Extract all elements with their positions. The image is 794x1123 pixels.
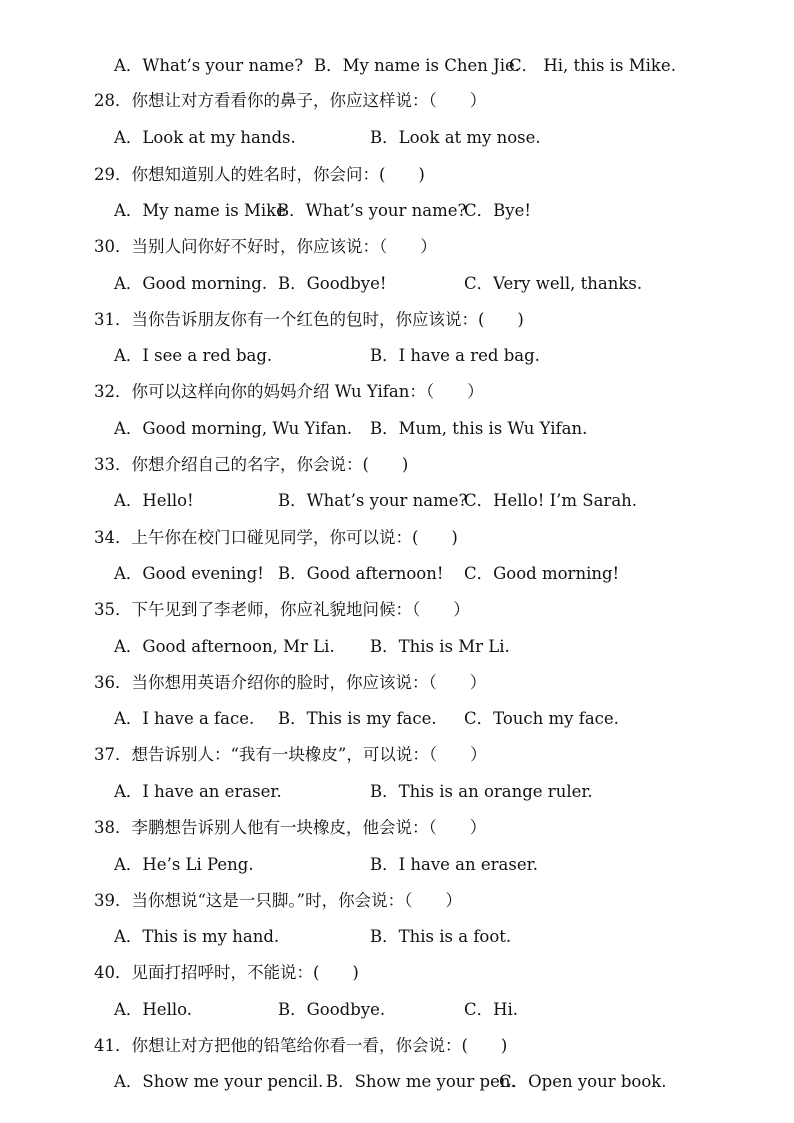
question-number: 36． [94,673,132,692]
question-text: 当你想说“这是一只脚。”时，你会说：（ ） [131,891,462,910]
question-number: 30． [94,237,132,256]
option-b: B．This is Mr Li. [370,637,510,656]
question-41 [94,1036,507,1056]
question-number: 32． [94,382,132,401]
option-c: C． Hi, this is Mike. [509,56,676,75]
question-text: 你想让对方看看你的鼻子，你应这样说：（ ） [131,91,487,110]
option-b: B．Look at my nose. [370,128,541,147]
question-37 [94,745,487,765]
question-31 [94,310,524,330]
option-c: C．Bye! [464,201,531,220]
question-40 [94,963,359,983]
question-text: 你想让对方把他的铅笔给你看一看，你会说：( ) [131,1036,508,1055]
option-c: C．Open your book. [499,1072,667,1091]
option-b: B．Good afternoon! [278,564,444,583]
question-38 [94,818,486,838]
question-number: 28． [94,91,132,110]
option-c: C．Hello! I’m Sarah. [464,491,638,510]
option-c: C．Good morning! [464,564,620,583]
question-number: 35． [94,600,132,619]
question-34 [94,528,458,548]
question-text: 当你告诉朋友你有一个红色的包时，你应该说：( ) [131,310,524,329]
question-text: 你想知道别人的姓名时，你会问：( ) [131,165,425,184]
option-a: A．I have a face. [114,709,255,728]
option-a: A．Good afternoon, Mr Li. [114,637,335,656]
question-number: 40． [94,963,132,982]
question-36 [94,673,486,693]
option-c: C．Touch my face. [464,709,619,728]
option-b: B．My name is Chen Jie. [314,56,520,75]
option-a: A．He’s Li Peng. [114,855,254,874]
question-number: 29． [94,165,132,184]
question-number: 33． [94,455,132,474]
question-number: 34． [94,528,132,547]
question-text: 见面打招呼时，不能说：( ) [131,963,359,982]
option-a: A．Hello. [114,1000,193,1019]
option-b: B．What’s your name? [277,201,467,220]
question-text: 当别人问你好不好时，你应该说：（ ） [131,237,437,256]
option-b: B．I have a red bag. [370,346,540,365]
question-28 [94,91,486,111]
option-a: A．Show me your pencil. [114,1072,324,1091]
option-b: B．I have an eraser. [370,855,538,874]
question-35 [94,600,470,620]
question-text: 想告诉别人：“我有一块橡皮”，可以说：（ ） [131,745,487,764]
option-b: B．Goodbye. [278,1000,386,1019]
question-29 [94,165,425,185]
option-b: B．Show me your pen. [326,1072,516,1091]
option-a: A．This is my hand. [114,927,280,946]
option-c: C．Very well, thanks. [464,274,643,293]
question-32 [94,382,484,402]
option-b: B．This is an orange ruler. [370,782,593,801]
option-a: A．Good morning. [114,274,268,293]
question-39 [94,891,462,911]
question-text: 你想介绍自己的名字，你会说：( ) [131,455,409,474]
question-number: 39． [94,891,132,910]
option-a: A．What’s your name? [114,56,304,75]
question-number: 31． [94,310,132,329]
option-b: B．Mum, this is Wu Yifan. [370,419,588,438]
question-number: 38． [94,818,132,837]
question-text: 当你想用英语介绍你的脸时，你应该说：（ ） [131,673,487,692]
question-text: 上午你在校门口碰见同学，你可以说：( ) [131,528,458,547]
option-a: A．Look at my hands. [114,128,296,147]
option-c: C．Hi. [464,1000,519,1019]
question-text: 你可以这样向你的妈妈介绍 Wu Yifan：（ ） [131,382,484,401]
option-b: B．This is a foot. [370,927,512,946]
option-b: B．What’s your name? [278,491,468,510]
option-a: A．I have an eraser. [114,782,282,801]
question-number: 37． [94,745,132,764]
option-a: A．I see a red bag. [114,346,273,365]
question-number: 41． [94,1036,132,1055]
option-b: B．Goodbye! [278,274,387,293]
option-b: B．This is my face. [278,709,437,728]
option-a: A．Good evening! [114,564,264,583]
question-text: 李鹏想告诉别人他有一块橡皮，他会说：（ ） [131,818,487,837]
option-a: A．Good morning, Wu Yifan. [114,419,353,438]
question-30 [94,237,437,257]
option-a: A．My name is Mike [114,201,286,220]
question-33 [94,455,408,475]
option-a: A．Hello! [114,491,194,510]
question-text: 下午见到了李老师，你应礼貌地问候：（ ） [131,600,470,619]
